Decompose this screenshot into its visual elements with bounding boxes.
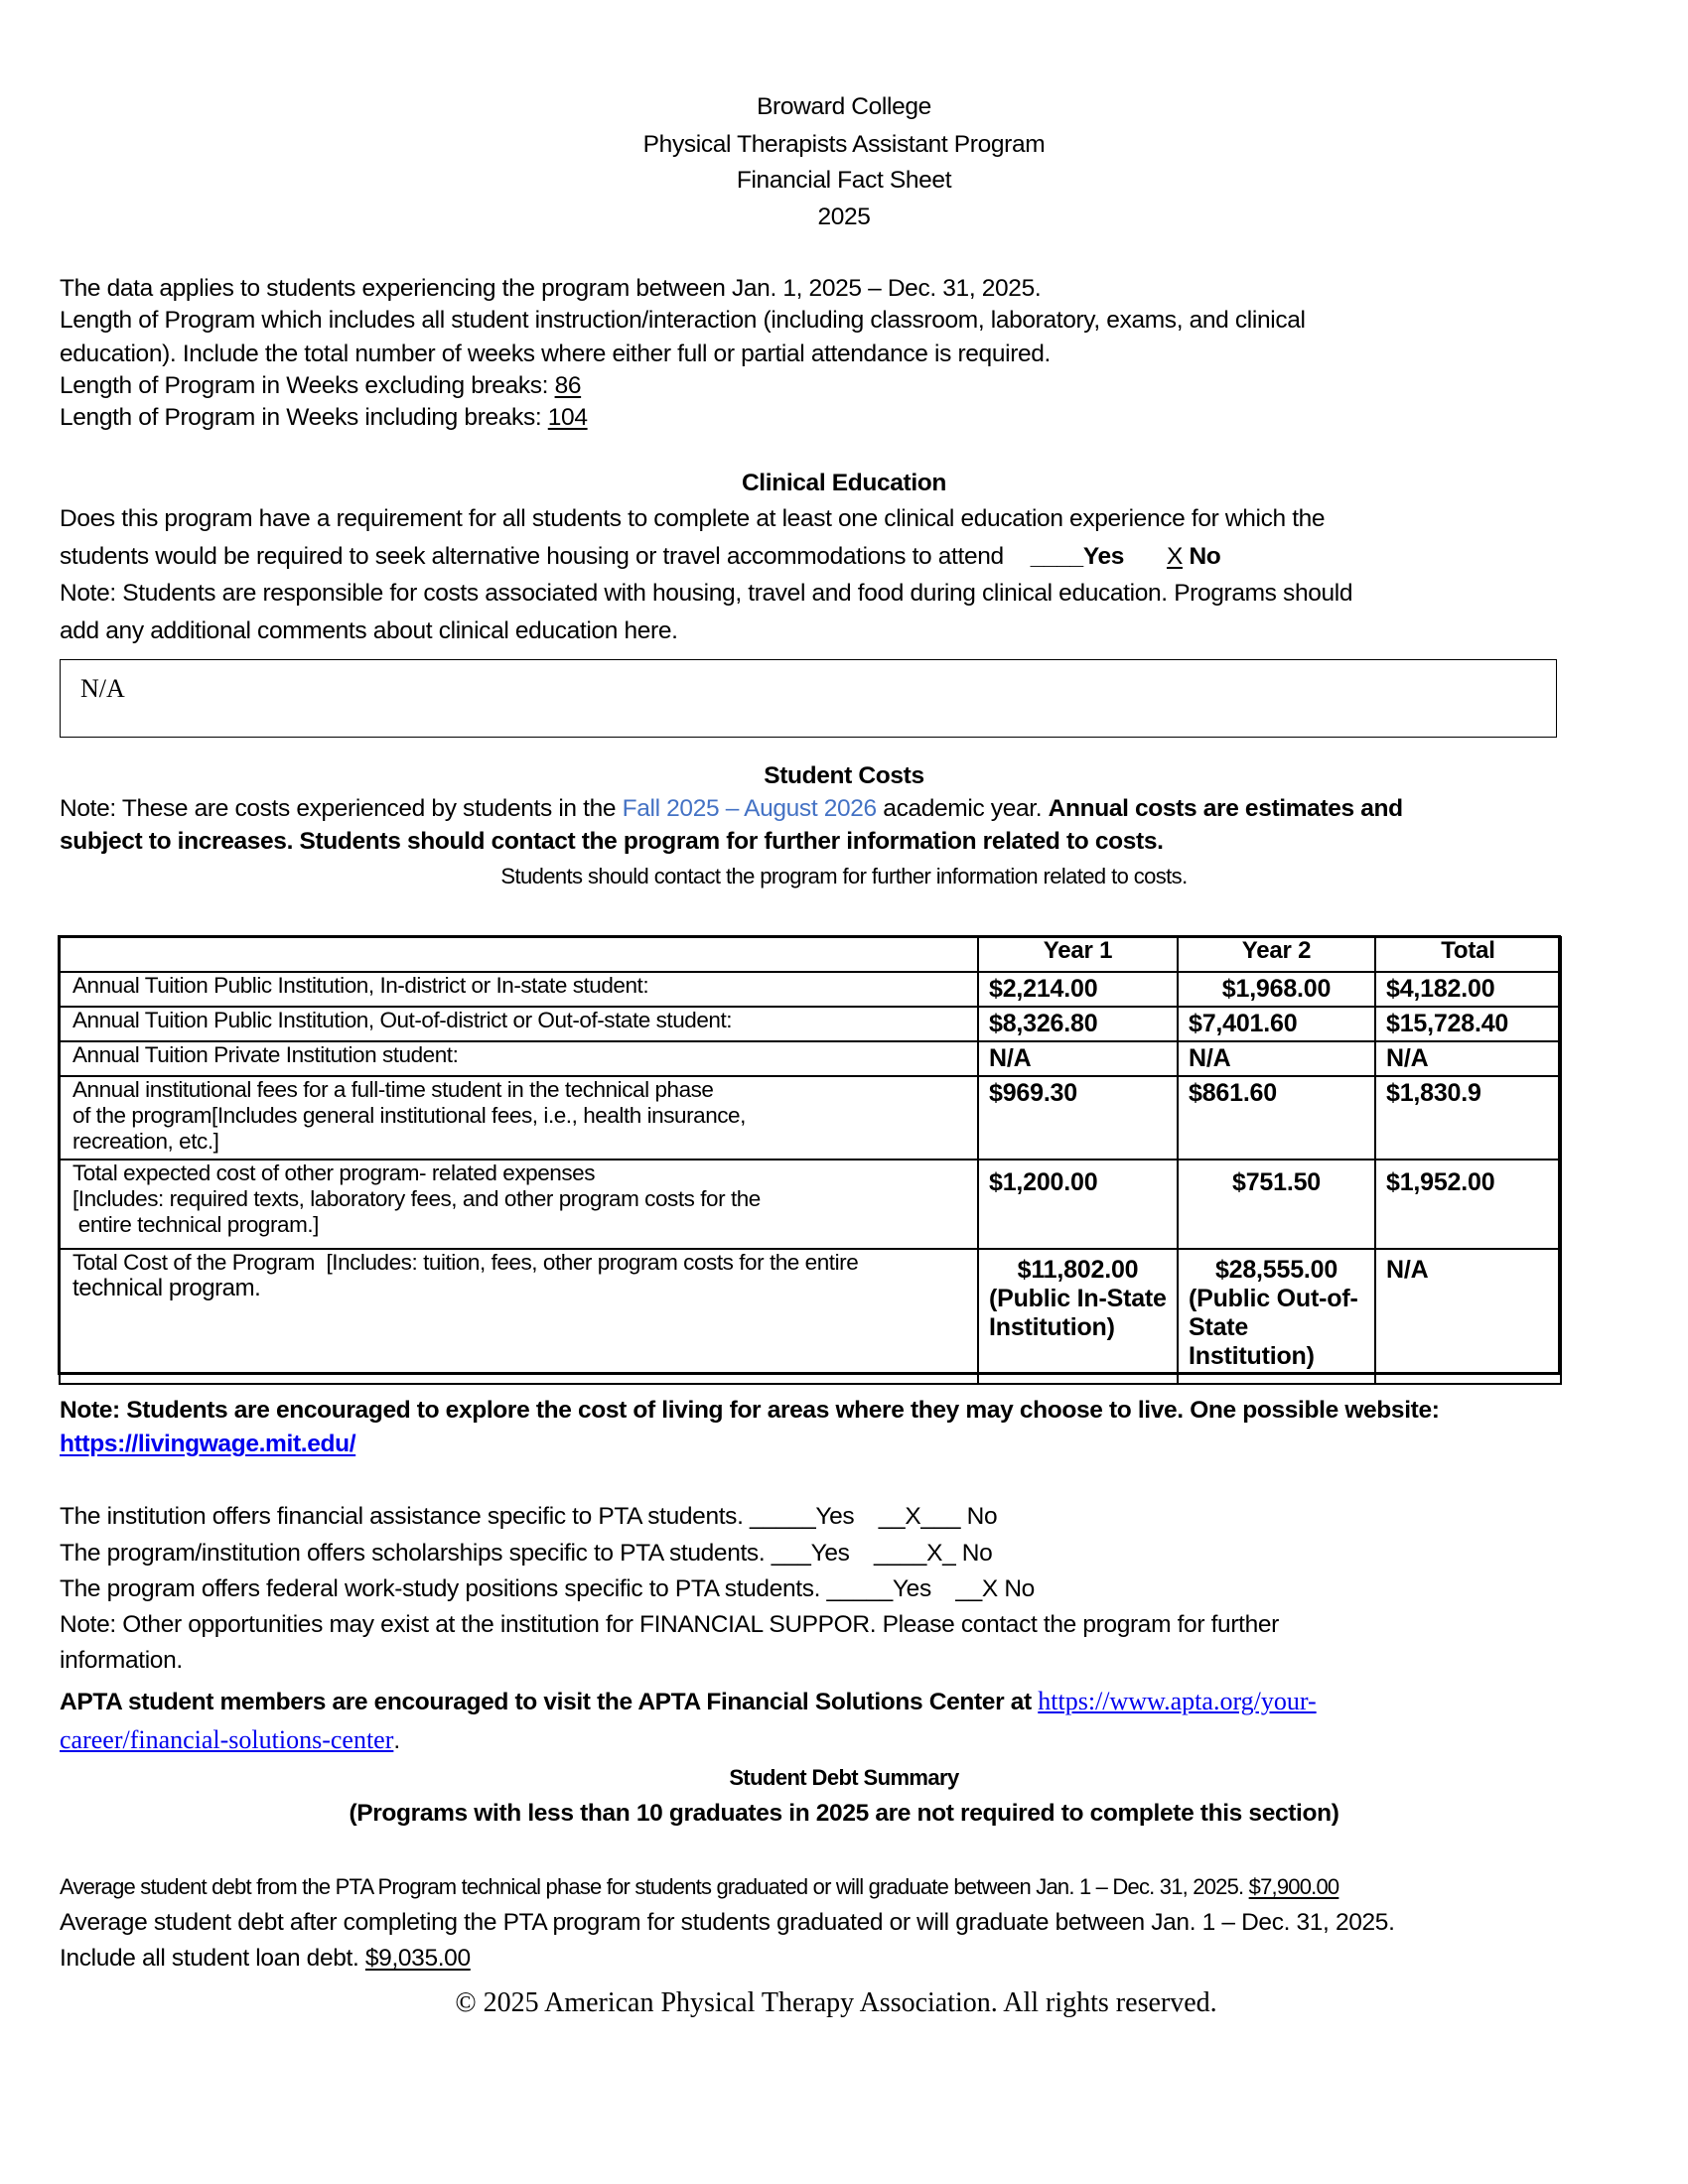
institution-name: Broward College	[757, 93, 931, 120]
avg-debt-technical-line	[60, 1870, 1338, 1903]
living-wage-link[interactable]: https://livingwage.mit.edu/	[60, 1431, 356, 1457]
clinical-question-text: students would be required to seek alternative housing or travel accommodations to attend	[60, 543, 1004, 570]
avg-debt-total-value: $9,035.00	[364, 1945, 471, 1972]
data-period-text: The data applies to students experiencing the program between Jan. 1, 2025 – Dec. 31, 2025.	[60, 275, 1042, 302]
scholarships-yes-label: Yes	[810, 1540, 850, 1567]
assistance-yes-blank: _____	[750, 1503, 816, 1530]
year-1-amount: $11,802.00	[1017, 1256, 1139, 1284]
scholarships-row	[60, 1537, 992, 1570]
apta-text: APTA student members are encouraged to visit the APTA Financial Solutions Center at	[60, 1689, 1039, 1715]
student-costs-heading: Student Costs	[764, 762, 924, 789]
total-value: $4,182.00	[1375, 972, 1561, 1007]
clinical-question-line-1: Does this program have a requirement for all students to complete at least one clinical education experience for which the	[60, 505, 1326, 532]
row-label-line: Total expected cost of other program- related expenses	[72, 1160, 596, 1185]
costs-note-prefix: Note: These are costs experienced by students in the	[60, 795, 623, 822]
year-1-value	[978, 1249, 1178, 1384]
apta-line-1	[60, 1685, 1317, 1718]
other-opportunities-note-2: information.	[60, 1647, 183, 1674]
clinical-note-line-1: Note: Students are responsible for costs associated with housing, travel and food during clinical education. Programs should	[60, 580, 1353, 607]
year-2-amount: $28,555.00	[1214, 1256, 1338, 1284]
row-label-line: of the program[Includes general institutional fees, i.e., health insurance,	[72, 1103, 746, 1128]
work-study-yes-label: Yes	[892, 1575, 931, 1602]
table-row	[60, 1249, 1561, 1384]
weeks-excluding-value: 86	[554, 372, 582, 399]
total-value: $15,728.40	[1375, 1007, 1561, 1041]
year-1-note: (Public In-State Institution)	[989, 1285, 1167, 1341]
costs-note-bold-1: Annual costs are estimates and	[1048, 795, 1403, 822]
clinical-yes-blank: ____	[1030, 543, 1083, 570]
assistance-no-mark: __X___	[878, 1503, 961, 1530]
year-2-value: N/A	[1178, 1041, 1375, 1076]
row-label	[60, 1076, 978, 1160]
copyright-notice: © 2025 American Physical Therapy Association. All rights reserved.	[455, 1987, 1217, 2018]
living-wage-link-wrap	[60, 1428, 355, 1460]
clinical-yes-label: Yes	[1082, 543, 1125, 570]
row-label-line: Annual institutional fees for a full-time student in the technical phase	[72, 1077, 714, 1102]
scholarships-yes-blank: ___	[771, 1540, 811, 1567]
work-study-question: The program offers federal work-study positions specific to PTA students.	[60, 1575, 827, 1602]
year-1-value: $2,214.00	[978, 972, 1178, 1007]
row-label-line: Total Cost of the Program [Includes: tuition, fees, other program costs for the entire	[72, 1250, 859, 1275]
page-title: Financial Fact Sheet	[736, 167, 952, 194]
scholarships-question: The program/institution offers scholarships specific to PTA students.	[60, 1540, 772, 1567]
clinical-comments-text: N/A	[80, 674, 125, 703]
row-label: Annual Tuition Private Institution student:	[60, 1041, 978, 1076]
report-year: 2025	[817, 204, 871, 230]
costs-note-repeat: Students should contact the program for further information related to costs.	[500, 864, 1188, 888]
clinical-education-heading: Clinical Education	[741, 470, 947, 496]
row-label: Annual Tuition Public Institution, In-district or In-state student:	[60, 972, 978, 1007]
cost-of-living-note: Note: Students are encouraged to explore the cost of living for areas where they may choose to live. One possible website:	[60, 1397, 1440, 1424]
row-label	[60, 1160, 978, 1249]
weeks-including-label: Length of Program in Weeks including breaks:	[60, 404, 548, 431]
total-value: N/A	[1375, 1041, 1561, 1076]
clinical-note-line-2: add any additional comments about clinical education here.	[60, 617, 678, 644]
student-costs-table	[59, 936, 1562, 1385]
scholarships-no-mark: ____X_	[873, 1540, 956, 1567]
header-year-1: Year 1	[978, 937, 1178, 972]
avg-debt-total-line	[60, 1942, 471, 1975]
apta-link[interactable]: https://www.apta.org/your-	[1038, 1687, 1317, 1715]
work-study-no-mark: __X	[955, 1575, 998, 1602]
work-study-row	[60, 1572, 1035, 1605]
weeks-excluding-breaks	[60, 369, 581, 402]
row-label	[60, 1249, 978, 1384]
table-row	[60, 1007, 1561, 1041]
apta-period: .	[393, 1727, 400, 1754]
assistance-question: The institution offers financial assistance specific to PTA students.	[60, 1503, 750, 1530]
total-value: $1,830.9	[1375, 1076, 1561, 1160]
financial-assistance-row	[60, 1500, 997, 1533]
header-year-2: Year 2	[1178, 937, 1375, 972]
total-value: N/A	[1375, 1249, 1561, 1384]
other-opportunities-note-1: Note: Other opportunities may exist at the institution for FINANCIAL SUPPOR. Please contact the program for further	[60, 1611, 1279, 1638]
clinical-question-line-2	[60, 540, 1220, 573]
weeks-excluding-label: Length of Program in Weeks excluding breaks:	[60, 372, 555, 399]
avg-debt-technical-value: $7,900.00	[1248, 1874, 1339, 1899]
apta-line-2	[60, 1723, 400, 1757]
program-length-desc-2: education). Include the total number of weeks where either full or partial attendance is required.	[60, 341, 1052, 367]
year-2-value: $1,968.00	[1178, 972, 1375, 1007]
debt-summary-heading: Student Debt Summary	[729, 1765, 959, 1790]
assistance-no-label: No	[960, 1503, 998, 1530]
header-total: Total	[1375, 937, 1561, 972]
clinical-no-mark: X	[1166, 543, 1183, 570]
clinical-no-label: No	[1189, 543, 1221, 570]
costs-academic-period: Fall 2025 – August 2026	[622, 795, 877, 822]
year-1-value: N/A	[978, 1041, 1178, 1076]
table-header-row	[60, 937, 1561, 972]
year-1-value: $969.30	[978, 1076, 1178, 1160]
year-1-value: $1,200.00	[978, 1160, 1178, 1249]
weeks-including-value: 104	[547, 404, 588, 431]
weeks-including-breaks	[60, 401, 588, 434]
year-2-note: (Public Out-of- State Institution)	[1189, 1285, 1358, 1370]
table-row	[60, 972, 1561, 1007]
row-label-line: recreation, etc.]	[72, 1129, 219, 1154]
avg-debt-after-line: Average student debt after completing the PTA program for students graduated or will graduate between Jan. 1 – Dec. 31, 2025.	[60, 1909, 1395, 1936]
table-row	[60, 1076, 1561, 1160]
assistance-yes-label: Yes	[815, 1503, 855, 1530]
row-label-line: [Includes: required texts, laboratory fees, and other program costs for the	[72, 1186, 761, 1211]
year-2-value: $751.50	[1178, 1160, 1375, 1249]
row-label: Annual Tuition Public Institution, Out-of-district or Out-of-state student:	[60, 1007, 978, 1041]
year-2-value: $861.60	[1178, 1076, 1375, 1160]
program-length-desc-1: Length of Program which includes all student instruction/interaction (including classroom, laboratory, exams, and clinical	[60, 307, 1306, 334]
avg-debt-technical-text: Average student debt from the PTA Program technical phase for students graduated or will graduate between Jan. 1 – Dec. 31, 2025.	[60, 1874, 1249, 1899]
table-row	[60, 1041, 1561, 1076]
clinical-comments-box	[60, 659, 1557, 738]
costs-note-line-1	[60, 792, 1403, 825]
work-study-yes-blank: _____	[826, 1575, 893, 1602]
avg-debt-total-text: Include all student loan debt.	[60, 1945, 365, 1972]
year-2-value	[1178, 1249, 1375, 1384]
apta-link-continued[interactable]: career/financial-solutions-center	[60, 1725, 394, 1754]
program-name: Physical Therapists Assistant Program	[642, 131, 1046, 158]
row-label-line: entire technical program.]	[72, 1212, 319, 1237]
costs-note-line-2: subject to increases. Students should contact the program for further information related to costs.	[60, 828, 1164, 855]
header-label-col	[60, 937, 978, 972]
row-label-line: technical program.	[72, 1275, 261, 1301]
work-study-no-label: No	[997, 1575, 1035, 1602]
scholarships-no-label: No	[955, 1540, 993, 1567]
total-value: $1,952.00	[1375, 1160, 1561, 1249]
year-2-value: $7,401.60	[1178, 1007, 1375, 1041]
costs-note-mid: academic year.	[876, 795, 1049, 822]
year-1-value: $8,326.80	[978, 1007, 1178, 1041]
table-row	[60, 1160, 1561, 1249]
debt-summary-subheading: (Programs with less than 10 graduates in 2025 are not required to complete this section)	[349, 1800, 1339, 1827]
